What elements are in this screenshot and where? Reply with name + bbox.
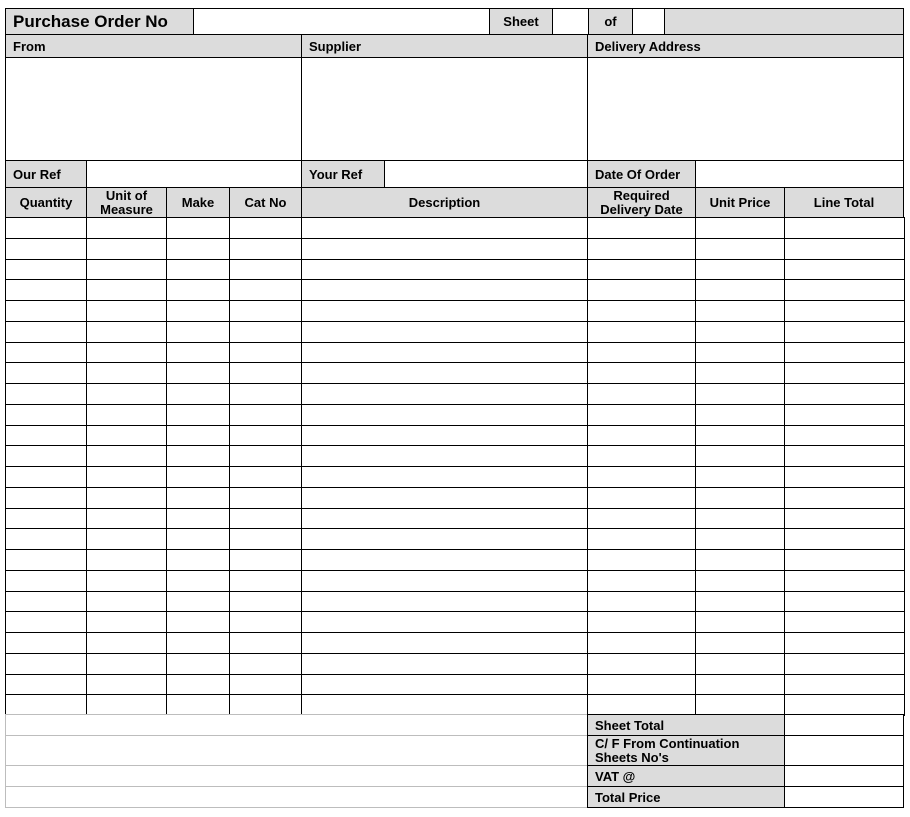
line-item-make-cell[interactable] bbox=[166, 549, 230, 571]
cf-continuation-value[interactable] bbox=[784, 735, 904, 766]
line-item-quantity-cell[interactable] bbox=[5, 674, 87, 695]
totals-blank-4 bbox=[5, 786, 588, 808]
cf-line2: Sheets No's bbox=[595, 749, 669, 765]
line-item-make-cell[interactable] bbox=[166, 528, 230, 550]
line-item-unit-price-cell[interactable] bbox=[695, 653, 785, 675]
line-item-cat-no-cell[interactable] bbox=[229, 694, 302, 716]
line-item-required-delivery-date-cell[interactable] bbox=[587, 425, 696, 446]
col-unit-line2: Measure bbox=[100, 201, 153, 217]
from-address-box[interactable] bbox=[5, 57, 302, 161]
line-item-required-delivery-date-cell[interactable] bbox=[587, 238, 696, 260]
line-item-line-total-cell[interactable] bbox=[784, 487, 905, 509]
line-item-unit-price-cell[interactable] bbox=[695, 321, 785, 343]
line-item-line-total-cell[interactable] bbox=[784, 321, 905, 343]
line-item-unit-price-cell[interactable] bbox=[695, 383, 785, 405]
line-item-cat-no-cell[interactable] bbox=[229, 549, 302, 571]
line-item-cat-no-cell[interactable] bbox=[229, 259, 302, 280]
line-item-unit-of-measure-cell[interactable] bbox=[86, 487, 167, 509]
line-item-quantity-cell[interactable] bbox=[5, 362, 87, 384]
line-item-unit-of-measure-cell[interactable] bbox=[86, 342, 167, 363]
line-item-line-total-cell[interactable] bbox=[784, 300, 905, 322]
line-item-description-cell[interactable] bbox=[301, 653, 588, 675]
line-item-unit-price-cell[interactable] bbox=[695, 217, 785, 239]
line-item-cat-no-cell[interactable] bbox=[229, 466, 302, 488]
line-item-description-cell[interactable] bbox=[301, 383, 588, 405]
line-item-make-cell[interactable] bbox=[166, 404, 230, 426]
line-item-description-cell[interactable] bbox=[301, 632, 588, 654]
line-item-line-total-cell[interactable] bbox=[784, 508, 905, 529]
line-item-description-cell[interactable] bbox=[301, 445, 588, 467]
sheet-total-value[interactable] bbox=[784, 714, 904, 736]
line-item-description-cell[interactable] bbox=[301, 342, 588, 363]
line-item-required-delivery-date-cell[interactable] bbox=[587, 591, 696, 612]
line-item-required-delivery-date-cell[interactable] bbox=[587, 549, 696, 571]
sheet-total-field[interactable] bbox=[632, 8, 665, 35]
line-item-make-cell[interactable] bbox=[166, 466, 230, 488]
col-make: Make bbox=[166, 187, 230, 218]
purchase-order-title: Purchase Order No bbox=[5, 8, 194, 35]
your-ref-field[interactable] bbox=[384, 160, 588, 188]
line-item-required-delivery-date-cell[interactable] bbox=[587, 362, 696, 384]
line-item-line-total-cell[interactable] bbox=[784, 383, 905, 405]
line-item-description-cell[interactable] bbox=[301, 425, 588, 446]
line-item-cat-no-cell[interactable] bbox=[229, 404, 302, 426]
line-item-quantity-cell[interactable] bbox=[5, 653, 87, 675]
line-item-unit-of-measure-cell[interactable] bbox=[86, 383, 167, 405]
line-item-quantity-cell[interactable] bbox=[5, 549, 87, 571]
line-item-unit-price-cell[interactable] bbox=[695, 674, 785, 695]
line-item-line-total-cell[interactable] bbox=[784, 445, 905, 467]
line-item-description-cell[interactable] bbox=[301, 321, 588, 343]
line-item-line-total-cell[interactable] bbox=[784, 653, 905, 675]
line-item-required-delivery-date-cell[interactable] bbox=[587, 570, 696, 592]
line-item-required-delivery-date-cell[interactable] bbox=[587, 487, 696, 509]
delivery-address-label: Delivery Address bbox=[587, 34, 904, 58]
line-item-unit-of-measure-cell[interactable] bbox=[86, 466, 167, 488]
line-item-description-cell[interactable] bbox=[301, 259, 588, 280]
line-item-make-cell[interactable] bbox=[166, 342, 230, 363]
line-item-required-delivery-date-cell[interactable] bbox=[587, 404, 696, 426]
line-item-required-delivery-date-cell[interactable] bbox=[587, 259, 696, 280]
col-line-total: Line Total bbox=[784, 187, 904, 218]
line-item-make-cell[interactable] bbox=[166, 383, 230, 405]
line-item-make-cell[interactable] bbox=[166, 238, 230, 260]
your-ref-label: Your Ref bbox=[301, 160, 385, 188]
line-item-unit-price-cell[interactable] bbox=[695, 259, 785, 280]
line-item-cat-no-cell[interactable] bbox=[229, 445, 302, 467]
line-item-description-cell[interactable] bbox=[301, 487, 588, 509]
line-item-cat-no-cell[interactable] bbox=[229, 632, 302, 654]
totals-blank-1 bbox=[5, 714, 588, 736]
line-item-unit-of-measure-cell[interactable] bbox=[86, 238, 167, 260]
line-item-unit-of-measure-cell[interactable] bbox=[86, 508, 167, 529]
line-item-make-cell[interactable] bbox=[166, 217, 230, 239]
line-item-line-total-cell[interactable] bbox=[784, 238, 905, 260]
line-item-make-cell[interactable] bbox=[166, 279, 230, 301]
supplier-label: Supplier bbox=[301, 34, 588, 58]
sheet-label: Sheet bbox=[489, 8, 553, 35]
line-item-required-delivery-date-cell[interactable] bbox=[587, 217, 696, 239]
line-item-unit-price-cell[interactable] bbox=[695, 528, 785, 550]
line-item-unit-of-measure-cell[interactable] bbox=[86, 653, 167, 675]
col-cat-no: Cat No bbox=[229, 187, 302, 218]
cf-continuation-label bbox=[587, 735, 785, 766]
line-item-unit-price-cell[interactable] bbox=[695, 342, 785, 363]
our-ref-field[interactable] bbox=[86, 160, 302, 188]
line-item-make-cell[interactable] bbox=[166, 321, 230, 343]
line-item-quantity-cell[interactable] bbox=[5, 528, 87, 550]
line-item-unit-of-measure-cell[interactable] bbox=[86, 611, 167, 633]
sheet-number-field[interactable] bbox=[552, 8, 589, 35]
line-item-unit-price-cell[interactable] bbox=[695, 279, 785, 301]
line-item-unit-price-cell[interactable] bbox=[695, 362, 785, 384]
vat-label: VAT @ bbox=[587, 765, 785, 787]
line-item-cat-no-cell[interactable] bbox=[229, 279, 302, 301]
line-item-unit-price-cell[interactable] bbox=[695, 570, 785, 592]
line-item-unit-price-cell[interactable] bbox=[695, 487, 785, 509]
line-item-unit-of-measure-cell[interactable] bbox=[86, 404, 167, 426]
line-item-cat-no-cell[interactable] bbox=[229, 674, 302, 695]
line-item-quantity-cell[interactable] bbox=[5, 425, 87, 446]
line-item-unit-price-cell[interactable] bbox=[695, 549, 785, 571]
line-item-description-cell[interactable] bbox=[301, 466, 588, 488]
line-item-quantity-cell[interactable] bbox=[5, 487, 87, 509]
line-item-line-total-cell[interactable] bbox=[784, 611, 905, 633]
line-item-required-delivery-date-cell[interactable] bbox=[587, 279, 696, 301]
total-price-value[interactable] bbox=[784, 786, 904, 808]
line-item-unit-price-cell[interactable] bbox=[695, 694, 785, 716]
total-price-label: Total Price bbox=[587, 786, 785, 808]
line-item-unit-of-measure-cell[interactable] bbox=[86, 300, 167, 322]
line-item-make-cell[interactable] bbox=[166, 300, 230, 322]
line-item-description-cell[interactable] bbox=[301, 279, 588, 301]
line-item-cat-no-cell[interactable] bbox=[229, 362, 302, 384]
line-item-description-cell[interactable] bbox=[301, 694, 588, 716]
line-item-make-cell[interactable] bbox=[166, 362, 230, 384]
line-item-line-total-cell[interactable] bbox=[784, 279, 905, 301]
line-item-unit-price-cell[interactable] bbox=[695, 466, 785, 488]
line-item-make-cell[interactable] bbox=[166, 694, 230, 716]
line-item-description-cell[interactable] bbox=[301, 508, 588, 529]
line-item-unit-price-cell[interactable] bbox=[695, 445, 785, 467]
line-item-quantity-cell[interactable] bbox=[5, 570, 87, 592]
line-item-line-total-cell[interactable] bbox=[784, 362, 905, 384]
line-item-cat-no-cell[interactable] bbox=[229, 238, 302, 260]
line-item-make-cell[interactable] bbox=[166, 425, 230, 446]
line-item-cat-no-cell[interactable] bbox=[229, 321, 302, 343]
line-item-quantity-cell[interactable] bbox=[5, 508, 87, 529]
line-item-cat-no-cell[interactable] bbox=[229, 591, 302, 612]
line-item-line-total-cell[interactable] bbox=[784, 404, 905, 426]
date-of-order-field[interactable] bbox=[695, 160, 904, 188]
line-item-cat-no-cell[interactable] bbox=[229, 217, 302, 239]
line-item-line-total-cell[interactable] bbox=[784, 549, 905, 571]
line-item-cat-no-cell[interactable] bbox=[229, 383, 302, 405]
line-item-quantity-cell[interactable] bbox=[5, 279, 87, 301]
line-item-make-cell[interactable] bbox=[166, 508, 230, 529]
line-item-description-cell[interactable] bbox=[301, 549, 588, 571]
line-item-unit-price-cell[interactable] bbox=[695, 591, 785, 612]
line-item-required-delivery-date-cell[interactable] bbox=[587, 466, 696, 488]
line-item-make-cell[interactable] bbox=[166, 632, 230, 654]
line-item-unit-of-measure-cell[interactable] bbox=[86, 674, 167, 695]
line-item-line-total-cell[interactable] bbox=[784, 217, 905, 239]
line-item-required-delivery-date-cell[interactable] bbox=[587, 383, 696, 405]
col-unit-of-measure bbox=[86, 187, 167, 218]
line-item-unit-price-cell[interactable] bbox=[695, 611, 785, 633]
line-item-required-delivery-date-cell[interactable] bbox=[587, 611, 696, 633]
line-item-required-delivery-date-cell[interactable] bbox=[587, 632, 696, 654]
line-item-quantity-cell[interactable] bbox=[5, 383, 87, 405]
line-item-unit-of-measure-cell[interactable] bbox=[86, 694, 167, 716]
line-item-unit-of-measure-cell[interactable] bbox=[86, 570, 167, 592]
line-item-cat-no-cell[interactable] bbox=[229, 528, 302, 550]
line-item-description-cell[interactable] bbox=[301, 611, 588, 633]
from-label: From bbox=[5, 34, 302, 58]
supplier-address-box[interactable] bbox=[301, 57, 588, 161]
line-item-make-cell[interactable] bbox=[166, 611, 230, 633]
line-item-line-total-cell[interactable] bbox=[784, 570, 905, 592]
line-item-line-total-cell[interactable] bbox=[784, 425, 905, 446]
line-item-unit-price-cell[interactable] bbox=[695, 425, 785, 446]
line-item-description-cell[interactable] bbox=[301, 238, 588, 260]
col-description: Description bbox=[301, 187, 588, 218]
line-item-quantity-cell[interactable] bbox=[5, 342, 87, 363]
line-item-cat-no-cell[interactable] bbox=[229, 425, 302, 446]
line-item-unit-of-measure-cell[interactable] bbox=[86, 528, 167, 550]
line-item-line-total-cell[interactable] bbox=[784, 528, 905, 550]
col-required-line1: Required bbox=[613, 187, 670, 203]
line-item-quantity-cell[interactable] bbox=[5, 238, 87, 260]
line-item-line-total-cell[interactable] bbox=[784, 342, 905, 363]
line-item-quantity-cell[interactable] bbox=[5, 591, 87, 612]
of-label: of bbox=[588, 8, 633, 35]
line-item-cat-no-cell[interactable] bbox=[229, 611, 302, 633]
line-item-make-cell[interactable] bbox=[166, 445, 230, 467]
line-item-unit-of-measure-cell[interactable] bbox=[86, 445, 167, 467]
line-item-required-delivery-date-cell[interactable] bbox=[587, 674, 696, 695]
line-item-make-cell[interactable] bbox=[166, 487, 230, 509]
delivery-address-box[interactable] bbox=[587, 57, 904, 161]
line-item-quantity-cell[interactable] bbox=[5, 694, 87, 716]
line-item-required-delivery-date-cell[interactable] bbox=[587, 321, 696, 343]
header-filler bbox=[664, 8, 904, 35]
line-item-cat-no-cell[interactable] bbox=[229, 508, 302, 529]
line-item-quantity-cell[interactable] bbox=[5, 404, 87, 426]
line-item-cat-no-cell[interactable] bbox=[229, 300, 302, 322]
totals-blank-2 bbox=[5, 735, 588, 766]
line-item-quantity-cell[interactable] bbox=[5, 611, 87, 633]
line-item-cat-no-cell[interactable] bbox=[229, 570, 302, 592]
line-item-unit-of-measure-cell[interactable] bbox=[86, 259, 167, 280]
line-item-line-total-cell[interactable] bbox=[784, 591, 905, 612]
line-item-unit-price-cell[interactable] bbox=[695, 632, 785, 654]
line-item-unit-price-cell[interactable] bbox=[695, 404, 785, 426]
col-quantity: Quantity bbox=[5, 187, 87, 218]
line-item-unit-of-measure-cell[interactable] bbox=[86, 591, 167, 612]
line-item-required-delivery-date-cell[interactable] bbox=[587, 653, 696, 675]
line-item-unit-price-cell[interactable] bbox=[695, 300, 785, 322]
line-item-unit-of-measure-cell[interactable] bbox=[86, 549, 167, 571]
line-item-required-delivery-date-cell[interactable] bbox=[587, 342, 696, 363]
order-number-field[interactable] bbox=[193, 8, 490, 35]
line-item-description-cell[interactable] bbox=[301, 528, 588, 550]
line-item-description-cell[interactable] bbox=[301, 591, 588, 612]
line-item-required-delivery-date-cell[interactable] bbox=[587, 694, 696, 716]
line-item-line-total-cell[interactable] bbox=[784, 632, 905, 654]
line-item-description-cell[interactable] bbox=[301, 362, 588, 384]
line-item-description-cell[interactable] bbox=[301, 674, 588, 695]
line-item-description-cell[interactable] bbox=[301, 404, 588, 426]
line-item-unit-of-measure-cell[interactable] bbox=[86, 321, 167, 343]
line-item-line-total-cell[interactable] bbox=[784, 259, 905, 280]
date-of-order-label: Date Of Order bbox=[587, 160, 696, 188]
line-item-quantity-cell[interactable] bbox=[5, 632, 87, 654]
line-item-quantity-cell[interactable] bbox=[5, 300, 87, 322]
our-ref-label: Our Ref bbox=[5, 160, 87, 188]
line-item-quantity-cell[interactable] bbox=[5, 321, 87, 343]
line-item-required-delivery-date-cell[interactable] bbox=[587, 508, 696, 529]
line-item-required-delivery-date-cell[interactable] bbox=[587, 445, 696, 467]
col-unit-line1: Unit of bbox=[105, 187, 148, 203]
cf-line1: C/ F From Continuation bbox=[595, 735, 740, 751]
col-required-delivery-date bbox=[587, 187, 696, 218]
line-item-unit-price-cell[interactable] bbox=[695, 508, 785, 529]
line-item-make-cell[interactable] bbox=[166, 259, 230, 280]
line-item-line-total-cell[interactable] bbox=[784, 674, 905, 695]
line-item-description-cell[interactable] bbox=[301, 300, 588, 322]
line-item-required-delivery-date-cell[interactable] bbox=[587, 300, 696, 322]
line-item-line-total-cell[interactable] bbox=[784, 694, 905, 716]
line-item-unit-of-measure-cell[interactable] bbox=[86, 217, 167, 239]
line-item-description-cell[interactable] bbox=[301, 217, 588, 239]
line-item-unit-of-measure-cell[interactable] bbox=[86, 279, 167, 301]
vat-value[interactable] bbox=[784, 765, 904, 787]
totals-blank-3 bbox=[5, 765, 588, 787]
line-item-make-cell[interactable] bbox=[166, 653, 230, 675]
line-item-quantity-cell[interactable] bbox=[5, 466, 87, 488]
col-required-line2: Delivery Date bbox=[600, 201, 683, 217]
line-item-line-total-cell[interactable] bbox=[784, 466, 905, 488]
line-item-quantity-cell[interactable] bbox=[5, 445, 87, 467]
line-item-make-cell[interactable] bbox=[166, 674, 230, 695]
line-item-unit-of-measure-cell[interactable] bbox=[86, 632, 167, 654]
line-item-unit-of-measure-cell[interactable] bbox=[86, 425, 167, 446]
line-item-make-cell[interactable] bbox=[166, 570, 230, 592]
sheet-total-label: Sheet Total bbox=[587, 714, 785, 736]
line-item-description-cell[interactable] bbox=[301, 570, 588, 592]
line-item-required-delivery-date-cell[interactable] bbox=[587, 528, 696, 550]
line-item-cat-no-cell[interactable] bbox=[229, 653, 302, 675]
line-item-unit-price-cell[interactable] bbox=[695, 238, 785, 260]
line-item-cat-no-cell[interactable] bbox=[229, 487, 302, 509]
line-item-make-cell[interactable] bbox=[166, 591, 230, 612]
line-item-unit-of-measure-cell[interactable] bbox=[86, 362, 167, 384]
line-item-cat-no-cell[interactable] bbox=[229, 342, 302, 363]
line-item-quantity-cell[interactable] bbox=[5, 259, 87, 280]
col-unit-price: Unit Price bbox=[695, 187, 785, 218]
line-item-quantity-cell[interactable] bbox=[5, 217, 87, 239]
